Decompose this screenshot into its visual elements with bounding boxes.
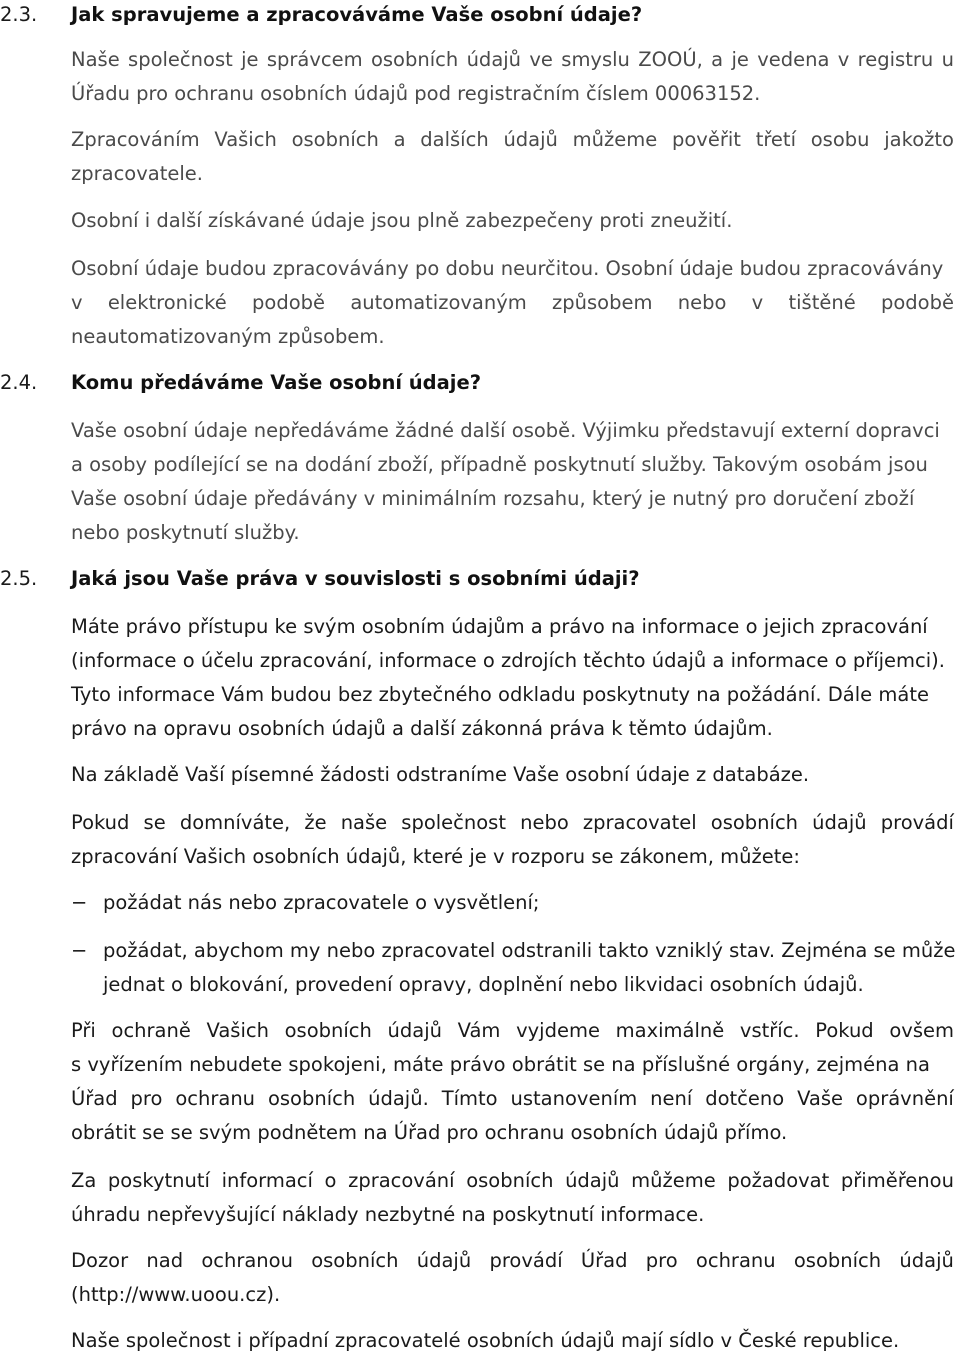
word: ochranu — [175, 1087, 256, 1110]
word: Vašich — [214, 128, 277, 151]
word: Dozor — [71, 1249, 129, 1272]
paragraph-line: Osobní údaje budou zpracovávány po dobu neurčitou. Osobní údaje budou zpracovávány — [71, 257, 944, 280]
word: automatizovaným — [350, 291, 527, 314]
paragraph-line: Na základě Vaší písemné žádosti odstraníme Vaše osobní údaje z databáze. — [71, 763, 810, 786]
word: maximálně — [615, 1019, 725, 1042]
word: Při — [71, 1019, 96, 1042]
paragraph-line: Osobní i další získávané údaje jsou plně zabezpečeny proti zneužití. — [71, 209, 733, 232]
word: dotčeno — [705, 1087, 785, 1110]
word: osobních — [267, 1087, 356, 1110]
word: údajů — [416, 1249, 472, 1272]
section-number: 2.5. — [0, 567, 38, 590]
paragraph-line — [71, 813, 954, 833]
paragraph-line: a osoby podílející se na dodání zboží, případně poskytnutí služby. Takovým osobám jsou — [71, 453, 928, 476]
word: společnost — [401, 811, 506, 834]
section-number: 2.3. — [0, 3, 38, 26]
word: osobních — [710, 811, 799, 834]
word: ustanovením — [510, 1087, 638, 1110]
word: je — [241, 48, 259, 71]
word: můžeme — [572, 128, 658, 151]
word: údajů — [899, 1249, 954, 1272]
paragraph-line — [71, 1251, 954, 1271]
word: elektronické — [107, 291, 227, 314]
word: provádí — [489, 1249, 563, 1272]
word: údajů — [466, 48, 522, 71]
word: společnost — [128, 48, 233, 71]
word: Pokud — [71, 811, 130, 834]
section-heading: Komu předáváme Vaše osobní údaje? — [71, 371, 482, 394]
word: v — [71, 291, 83, 314]
paragraph-line: Máte právo přístupu ke svým osobním údajům a právo na informace o jejich zpracování — [71, 615, 928, 638]
paragraph-line: zpracování Vašich osobních údajů, které je v rozporu se zákonem, můžete: — [71, 845, 800, 868]
paragraph-line: (http://www.uoou.cz). — [71, 1283, 281, 1306]
word: v — [837, 48, 850, 71]
word: informací — [221, 1169, 313, 1192]
paragraph-line: zpracovatele. — [71, 162, 203, 185]
paragraph-line — [71, 1171, 954, 1191]
paragraph-line — [71, 50, 954, 70]
word: osobních — [284, 1019, 372, 1042]
word: správcem — [266, 48, 363, 71]
bullet-item: jednat o blokování, provedení opravy, doplnění nebo likvidaci osobních údajů. — [103, 973, 864, 996]
word: dalších — [420, 128, 489, 151]
word: můžeme — [631, 1169, 716, 1192]
word: u — [941, 48, 954, 71]
word: zpracovatel — [582, 811, 697, 834]
word: se — [143, 811, 166, 834]
paragraph-line: Tyto informace Vám budou bez zbytečného odkladu poskytnuty na požádání. Dále máte — [71, 683, 929, 706]
paragraph-line: neautomatizovaným způsobem. — [71, 325, 385, 348]
paragraph-line: obrátit se se svým podnětem na Úřad pro ochranu osobních údajů přímo. — [71, 1121, 788, 1144]
word: Pokud — [815, 1019, 874, 1042]
word: údajů — [812, 811, 867, 834]
section-number: 2.4. — [0, 371, 38, 394]
word: vyjdeme — [516, 1019, 600, 1042]
word: a — [711, 48, 724, 71]
word: osobních — [466, 1169, 554, 1192]
paragraph-line: úhradu nepřevyšující náklady nezbytné na poskytnutí informace. — [71, 1203, 705, 1226]
word: a — [393, 128, 406, 151]
word: domníváte, — [179, 811, 291, 834]
word: je — [731, 48, 749, 71]
word: oprávnění — [855, 1087, 954, 1110]
word: Naše — [71, 48, 120, 71]
word: ochranu — [695, 1249, 776, 1272]
word: osobních — [291, 128, 379, 151]
word: osobních — [370, 48, 459, 71]
word: není — [650, 1087, 693, 1110]
word: tištěné — [788, 291, 856, 314]
word: ochraně — [111, 1019, 191, 1042]
section-heading: Jaká jsou Vaše práva v souvislosti s osobními údaji? — [71, 567, 640, 590]
word: podobě — [880, 291, 954, 314]
word: vstříc. — [739, 1019, 800, 1042]
paragraph-line — [71, 293, 954, 313]
word: osobních — [793, 1249, 882, 1272]
paragraph-line: s vyřízením nebudete spokojeni, máte právo obrátit se na příslušné orgány, zejména na — [71, 1053, 930, 1076]
word: údajů. — [368, 1087, 429, 1110]
paragraph-line: Naše společnost i případní zpracovatelé osobních údajů mají sídlo v České republice. — [71, 1329, 900, 1352]
word: vedena — [757, 48, 830, 71]
word: o — [324, 1169, 337, 1192]
word: podobě — [252, 291, 326, 314]
word: údajů — [503, 128, 558, 151]
word: osobních — [311, 1249, 399, 1272]
word: registru — [857, 48, 934, 71]
word: údajů — [387, 1019, 442, 1042]
word: ve — [529, 48, 553, 71]
paragraph-line — [71, 1021, 954, 1041]
paragraph-line — [71, 1089, 954, 1109]
word: údajů — [565, 1169, 620, 1192]
bullet-marker: − — [71, 939, 88, 962]
word: požadovat — [727, 1169, 830, 1192]
word: jakožto — [884, 128, 954, 151]
word: přiměřenou — [840, 1169, 954, 1192]
word: v — [751, 291, 764, 314]
section-heading: Jak spravujeme a zpracováváme Vaše osobní údaje? — [71, 3, 643, 26]
word: Úřad — [71, 1087, 118, 1110]
word: pro — [130, 1087, 163, 1110]
word: že — [304, 811, 327, 834]
word: třetí — [755, 128, 796, 151]
word: naše — [340, 811, 388, 834]
word: nebo — [677, 291, 727, 314]
word: Za — [71, 1169, 97, 1192]
word: ZOOÚ, — [638, 48, 703, 71]
paragraph-line: Vaše osobní údaje nepředáváme žádné další osobě. Výjimku představují externí dopravci — [71, 419, 940, 442]
paragraph-line: Úřadu pro ochranu osobních údajů pod registračním číslem 00063152. — [71, 82, 761, 105]
word: nad — [146, 1249, 184, 1272]
word: pověřit — [672, 128, 741, 151]
bullet-marker: − — [71, 891, 88, 914]
word: Vaše — [797, 1087, 843, 1110]
bullet-item: požádat, abychom my nebo zpracovatel odstranili takto vzniklý stav. Zejména se může — [103, 939, 956, 962]
word: Vám — [457, 1019, 501, 1042]
word: nebo — [520, 811, 569, 834]
word: Vašich — [206, 1019, 269, 1042]
word: Úřad — [580, 1249, 628, 1272]
word: způsobem — [552, 291, 653, 314]
word: Zpracováním — [71, 128, 200, 151]
word: smyslu — [561, 48, 630, 71]
word: provádí — [880, 811, 954, 834]
word: poskytnutí — [107, 1169, 210, 1192]
paragraph-line — [71, 130, 954, 150]
paragraph-line: Vaše osobní údaje předávány v minimálním rozsahu, který je nutný pro doručení zboží — [71, 487, 915, 510]
word: osobu — [810, 128, 870, 151]
word: pro — [645, 1249, 678, 1272]
word: ochranou — [201, 1249, 293, 1272]
paragraph-line: (informace o účelu zpracování, informace o zdrojích těchto údajů a informace o příjemci). — [71, 649, 945, 672]
word: zpracování — [348, 1169, 455, 1192]
word: ovšem — [889, 1019, 954, 1042]
word: Tímto — [441, 1087, 498, 1110]
paragraph-line: nebo poskytnutí služby. — [71, 521, 300, 544]
paragraph-line: právo na opravu osobních údajů a další zákonná práva k těmto údajům. — [71, 717, 773, 740]
bullet-item: požádat nás nebo zpracovatele o vysvětlení; — [103, 891, 540, 914]
